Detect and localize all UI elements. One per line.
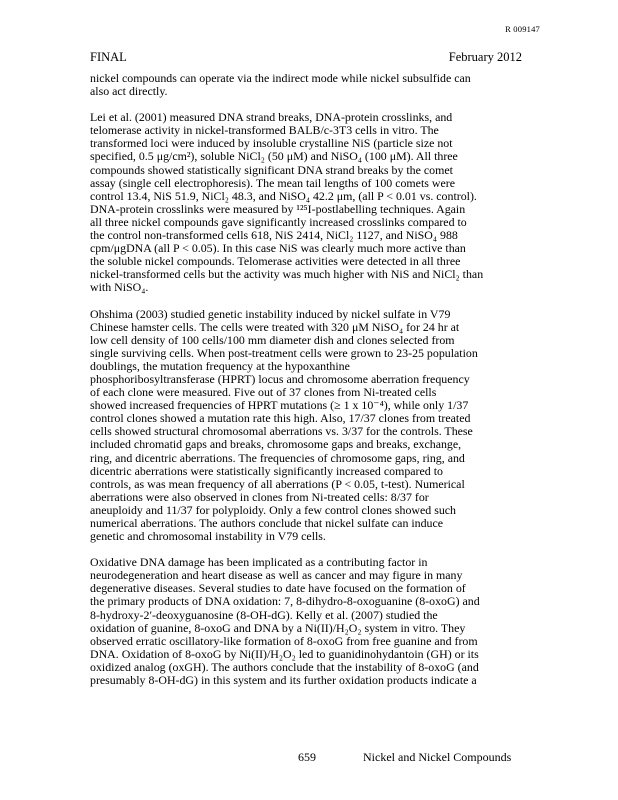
paragraph xyxy=(90,111,522,294)
text-line: single surviving cells. When post-treatment cells were grown to 23-25 population xyxy=(90,345,478,360)
body-text xyxy=(90,72,522,687)
text-line: cpm/μgDNA (all P < 0.05). In this case NiS was clearly much more active than xyxy=(90,241,466,256)
text-line: transformed loci were induced by insoluble crystalline NiS (particle size not xyxy=(90,136,453,151)
paragraph xyxy=(90,556,522,687)
text-line: nickel compounds can operate via the indirect mode while nickel subsulfide can xyxy=(90,71,471,85)
text-line: Chinese hamster cells. The cells were treated with 320 μM NiSO₄ for 24 hr at xyxy=(90,319,460,334)
text-line: control clones showed a mutation rate this high. Also, 17/37 clones from treated xyxy=(90,411,471,426)
page-number: 659 xyxy=(298,750,316,764)
paragraph xyxy=(90,308,522,544)
text-line: the soluble nickel compounds. Telomerase activities were detected in all three xyxy=(90,254,461,269)
text-line: all three nickel compounds gave significantly increased crosslinks compared to xyxy=(90,214,467,229)
text-line: neurodegeneration and heart disease as well as cancer and may figure in many xyxy=(90,568,463,583)
text-line: low cell density of 100 cells/100 mm diameter dish and clones selected from xyxy=(90,332,455,347)
text-line: presumably 8-OH-dG) in this system and its further oxidation products indicate a xyxy=(90,673,477,688)
text-line: cells showed structural chromosomal aberrations vs. 3/37 for the controls. These xyxy=(90,424,473,439)
text-line: showed increased frequencies of HPRT mutations (≥ 1 x 10⁻⁴), while only 1/37 xyxy=(90,398,469,413)
text-line: specified, 0.5 μg/cm²), soluble NiCl₂ (50 μM) and NiSO₄ (100 μM). All three xyxy=(90,149,458,164)
text-line: with NiSO₄. xyxy=(90,280,149,295)
text-line: DNA. Oxidation of 8-oxoG by Ni(II)/H₂O₂ led to guanidinohydantoin (GH) or its xyxy=(90,646,479,661)
text-line: oxidation of guanine, 8-oxoG and DNA by a Ni(II)/H₂O₂ system in vitro. They xyxy=(90,620,466,635)
text-line: aberrations were also observed in clones from Ni-treated cells: 8/37 for xyxy=(90,489,429,504)
text-line: Ohshima (2003) studied genetic instability induced by nickel sulfate in V79 xyxy=(90,306,451,321)
text-line: included chromatid gaps and breaks, chromosome gaps and breaks, exchange, xyxy=(90,437,462,452)
text-line: the primary products of DNA oxidation: 7, 8-dihydro-8-oxoguanine (8-oxoG) and xyxy=(90,594,480,609)
text-line: controls, as was mean frequency of all aberrations (P < 0.05, t-test). Numerical xyxy=(90,476,465,491)
text-line: 8-hydroxy-2′-deoxyguanosine (8-OH-dG). Kelly et al. (2007) studied the xyxy=(90,607,438,622)
document-id: R 009147 xyxy=(505,24,540,34)
text-line: ring, and dicentric aberrations. The frequencies of chromosome gaps, ring, and xyxy=(90,450,465,465)
text-line: telomerase activity in nickel-transformed BALB/c-3T3 cells in vitro. The xyxy=(90,123,439,138)
text-line: doublings, the mutation frequency at the hypoxanthine xyxy=(90,358,350,373)
text-line: Oxidative DNA damage has been implicated as a contributing factor in xyxy=(90,555,428,570)
document-date: February 2012 xyxy=(448,50,522,64)
text-line: DNA-protein crosslinks were measured by ¹²⁵I-postlabelling techniques. Again xyxy=(90,201,466,216)
footer-title: Nickel and Nickel Compounds xyxy=(363,750,512,764)
text-line: Lei et al. (2001) measured DNA strand breaks, DNA-protein crosslinks, and xyxy=(90,110,453,125)
text-line: control 13.4, NiS 51.9, NiCl₂ 48.3, and NiSO₄ 42.2 μm, (all P < 0.01 vs. control). xyxy=(90,188,477,203)
text-line: the control non-transformed cells 618, NiS 2414, NiCl₂ 1127, and NiSO₄ 988 xyxy=(90,228,458,243)
text-line: genetic and chromosomal instability in V79 cells. xyxy=(90,529,326,544)
draft-status: FINAL xyxy=(90,50,127,64)
text-line: phosphoribosyltransferase (HPRT) locus and chromosome aberration frequency xyxy=(90,371,470,386)
text-line: aneuploidy and 11/37 for polyploidy. Only a few control clones showed such xyxy=(90,502,457,517)
paragraph xyxy=(90,72,522,98)
text-line: degenerative diseases. Several studies to date have focused on the formation of xyxy=(90,581,466,596)
text-line: observed erratic oscillatory-like formation of 8-oxoG from free guanine and from xyxy=(90,633,478,648)
text-line: oxidized analog (oxGH). The authors conclude that the instability of 8-oxoG (and xyxy=(90,659,479,674)
text-line: dicentric aberrations were statistically significantly increased compared to xyxy=(90,463,443,478)
text-line: assay (single cell electrophoresis). The mean tail lengths of 100 comets were xyxy=(90,175,455,190)
text-line: compounds showed statistically significant DNA strand breaks by the comet xyxy=(90,162,453,177)
text-line: numerical aberrations. The authors conclude that nickel sulfate can induce xyxy=(90,516,444,530)
text-line: also act directly. xyxy=(90,84,168,99)
text-line: nickel-transformed cells but the activity was much higher with NiS and NiCl₂ than xyxy=(90,267,484,282)
text-line: of each clone were measured. Five out of 37 clones from Ni-treated cells xyxy=(90,385,437,400)
